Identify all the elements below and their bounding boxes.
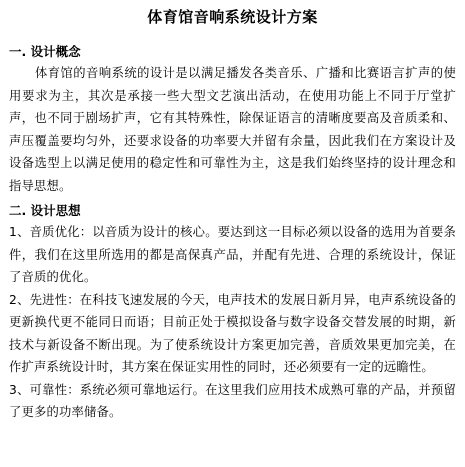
- paragraph: 体育馆的音响系统的设计是以满足播发各类音乐、广播和比赛语言扩声的使用要求为主，其次是承接一些大型文艺演出活动，在使用功能上不同于厅堂扩声，也不同于剧场扩声，它有其特殊性，除保证语言的清晰度要高及音质柔和、声压覆盖要均匀外，还要求设备的功率要大并留有余量，因此我们在方案设计及设备选型上以满足使用的稳定性和可靠性为主，这是我们始终坚持的设计理念和指导思想。: [9, 66, 456, 193]
- section-design-ideas: [9, 201, 456, 424]
- list-item-reliability: 3、可靠性：系统必须可靠地运行。在这里我们应用技术成熟可靠的产品，并预留了更多的功率储备。: [9, 382, 456, 419]
- section-heading: 二. 设计思想: [9, 203, 81, 218]
- section-heading: 一. 设计概念: [9, 44, 81, 59]
- list-item-advancement: 2、先进性：在科技飞速发展的今天，电声技术的发展日新月异，电声系统设备的更新换代更不能同日而语；目前正处于模拟设备与数字设备交替发展的时期，新技术与新设备不断出现。为了使系统设计方案更加完善，音质效果更加完美，在作扩声系统设计时，其方案在保证实用性的同时，还必须要有一定的远瞻性。: [9, 292, 456, 374]
- section-design-concept: [9, 42, 456, 197]
- document-title: 体育馆音响系统设计方案: [147, 8, 318, 26]
- list-item-sound-quality: 1、音质优化：以音质为设计的核心。要达到这一目标必须以设备的选用为首要条件，我们在这里所选用的都是高保真产品，并配有先进、合理的系统设计，保证了音质的优化。: [9, 225, 456, 284]
